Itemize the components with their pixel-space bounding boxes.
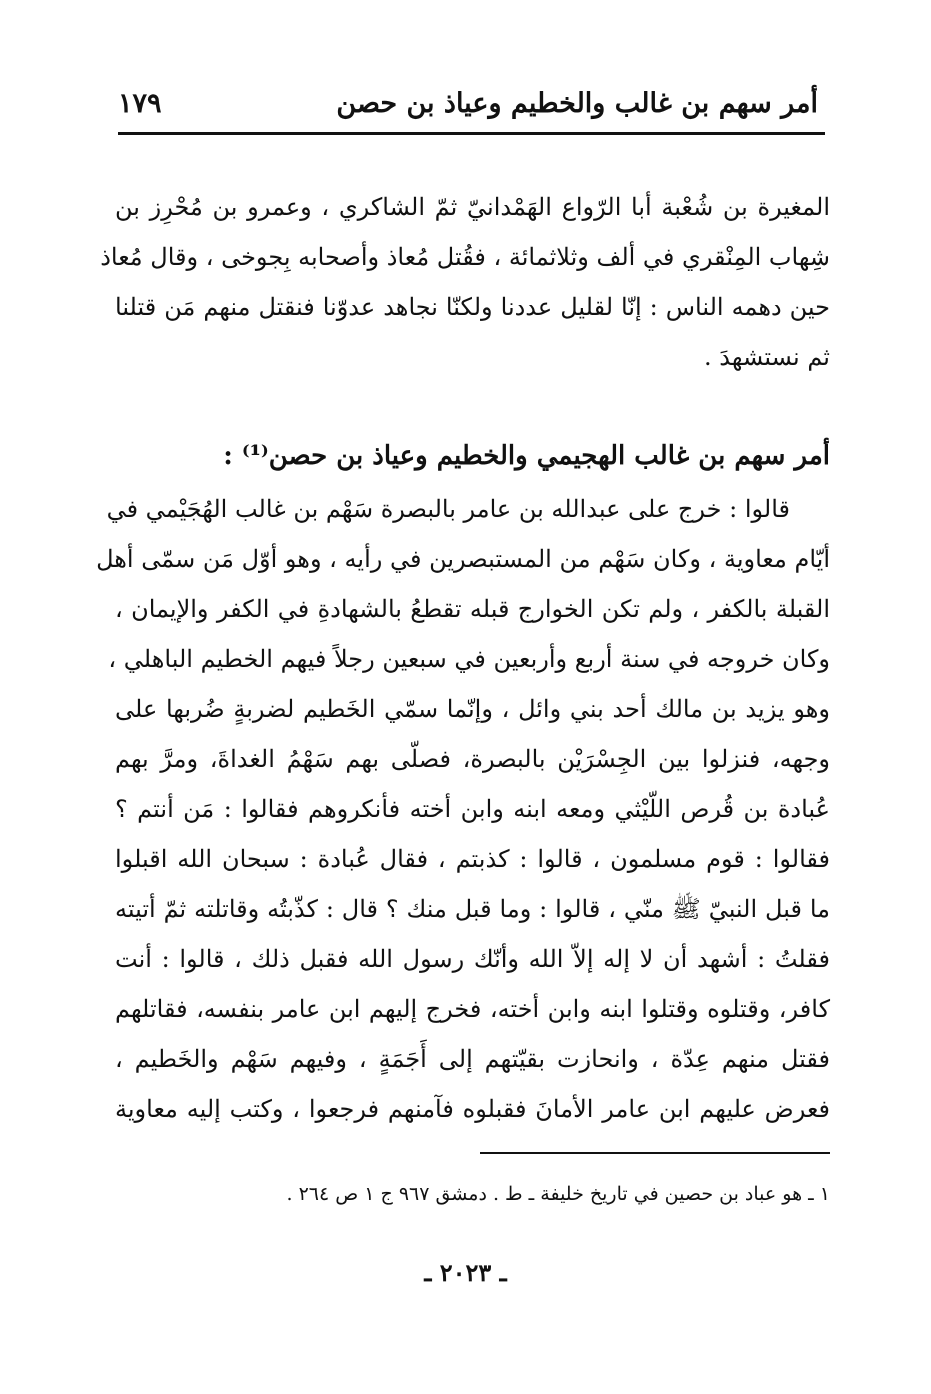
text-line: فعرض عليهم ابن عامر الأمانَ فقبلوه فآمنهم فرجعوا ، وكتب إليه معاوية [115,1095,830,1123]
intro-paragraph [100,182,830,382]
text-line: وكان خروجه في سنة أربع وأربعين في سبعين رجلاً فيهم الخطيم الباهلي ، [108,645,830,673]
text-line: حين دهمه الناس : إنّا لقليل عددنا ولكنّا نجاهد عدوّنا فنقتل منهم مَن قتلنا [115,293,830,321]
text-line: وهو يزيد بن مالك أحد بني وائل ، وإنّما سمّي الخَطيم لضربةٍ ضُربها على [115,695,830,723]
page-number: ١٧٩ [118,88,162,119]
section-heading: أمر سهم بن غالب الهجيمي والخطيم وعياذ بن حصن⁽¹⁾ : [223,441,830,471]
text-line: أيّام معاوية ، وكان سَهْم من المستبصرين في رأيه ، وهو أوّل مَن سمّى أهل [96,545,830,573]
footnote: ١ ـ هو عباد بن حصين في تاريخ خليفة ـ ط . دمشق ٩٦٧ ج ١ ص ٢٦٤ . [286,1183,830,1205]
text-line: فقلتُ : أشهد أن لا إله إلاّ الله وأنّك رسول الله فقبل ذلك ، قالوا : أنت [115,945,830,973]
text-line: عُبادة بن قُرص اللّيْثي ومعه ابنه وابن أخته فأنكروهم فقالوا : مَن أنتم ؟ [115,795,830,823]
text-line: فقالوا : قوم مسلمون ، قالوا : كذبتم ، فقال عُبادة : سبحان الله اقبلوا [115,845,830,873]
text-line: كافر، وقتلوه وقتلوا ابنه وابن أخته، فخرج إليهم ابن عامر بنفسه، فقاتلهم [115,995,830,1023]
text-line: وجهه، فنزلوا بين الجِسْرَيْن بالبصرة، فصلّى بهم سَهْمُ الغداةَ، ومرَّ بهم [115,745,830,773]
text-line: ثم نستشهدَ . [704,343,830,371]
folio-number: ـ ٢٠٢٣ ـ [424,1258,507,1287]
footnote-rule [480,1152,830,1154]
text-line: المغيرة بن شُعْبة أبا الرّواع الهَمْدانيّ ثمّ الشاكري ، وعمرو بن مُحْرِز بن [115,193,830,221]
text-line: شِهاب المِنْقري في ألف وثلاثمائة ، فقُتل مُعاذ وأصحابه بِجوخى ، وقال مُعاذ [100,243,830,271]
text-line: فقتل منهم عِدّة ، وانحازت بقيّتهم إلى أَجَمَةٍ ، وفيهم سَهْم والخَطيم ، [115,1045,830,1073]
running-header [118,82,818,132]
text-line: ما قبل النبيّ ﷺ منّي ، قالوا : وما قبل منك ؟ قال : كذّبتُه وقاتلته ثمّ أتيته [115,895,830,923]
running-header-title: أمر سهم بن غالب والخطيم وعياذ بن حصن [336,88,818,119]
text-line: قالوا : خرج على عبدالله بن عامر بالبصرة سَهْم بن غالب الهُجَيْمي في [106,495,790,523]
text-line: القبلة بالكفر ، ولم تكن الخوارج قبله تقطعُ بالشهادةِ في الكفر والإيمان ، [115,595,830,623]
header-rule [118,132,825,135]
section-body [96,484,830,1134]
